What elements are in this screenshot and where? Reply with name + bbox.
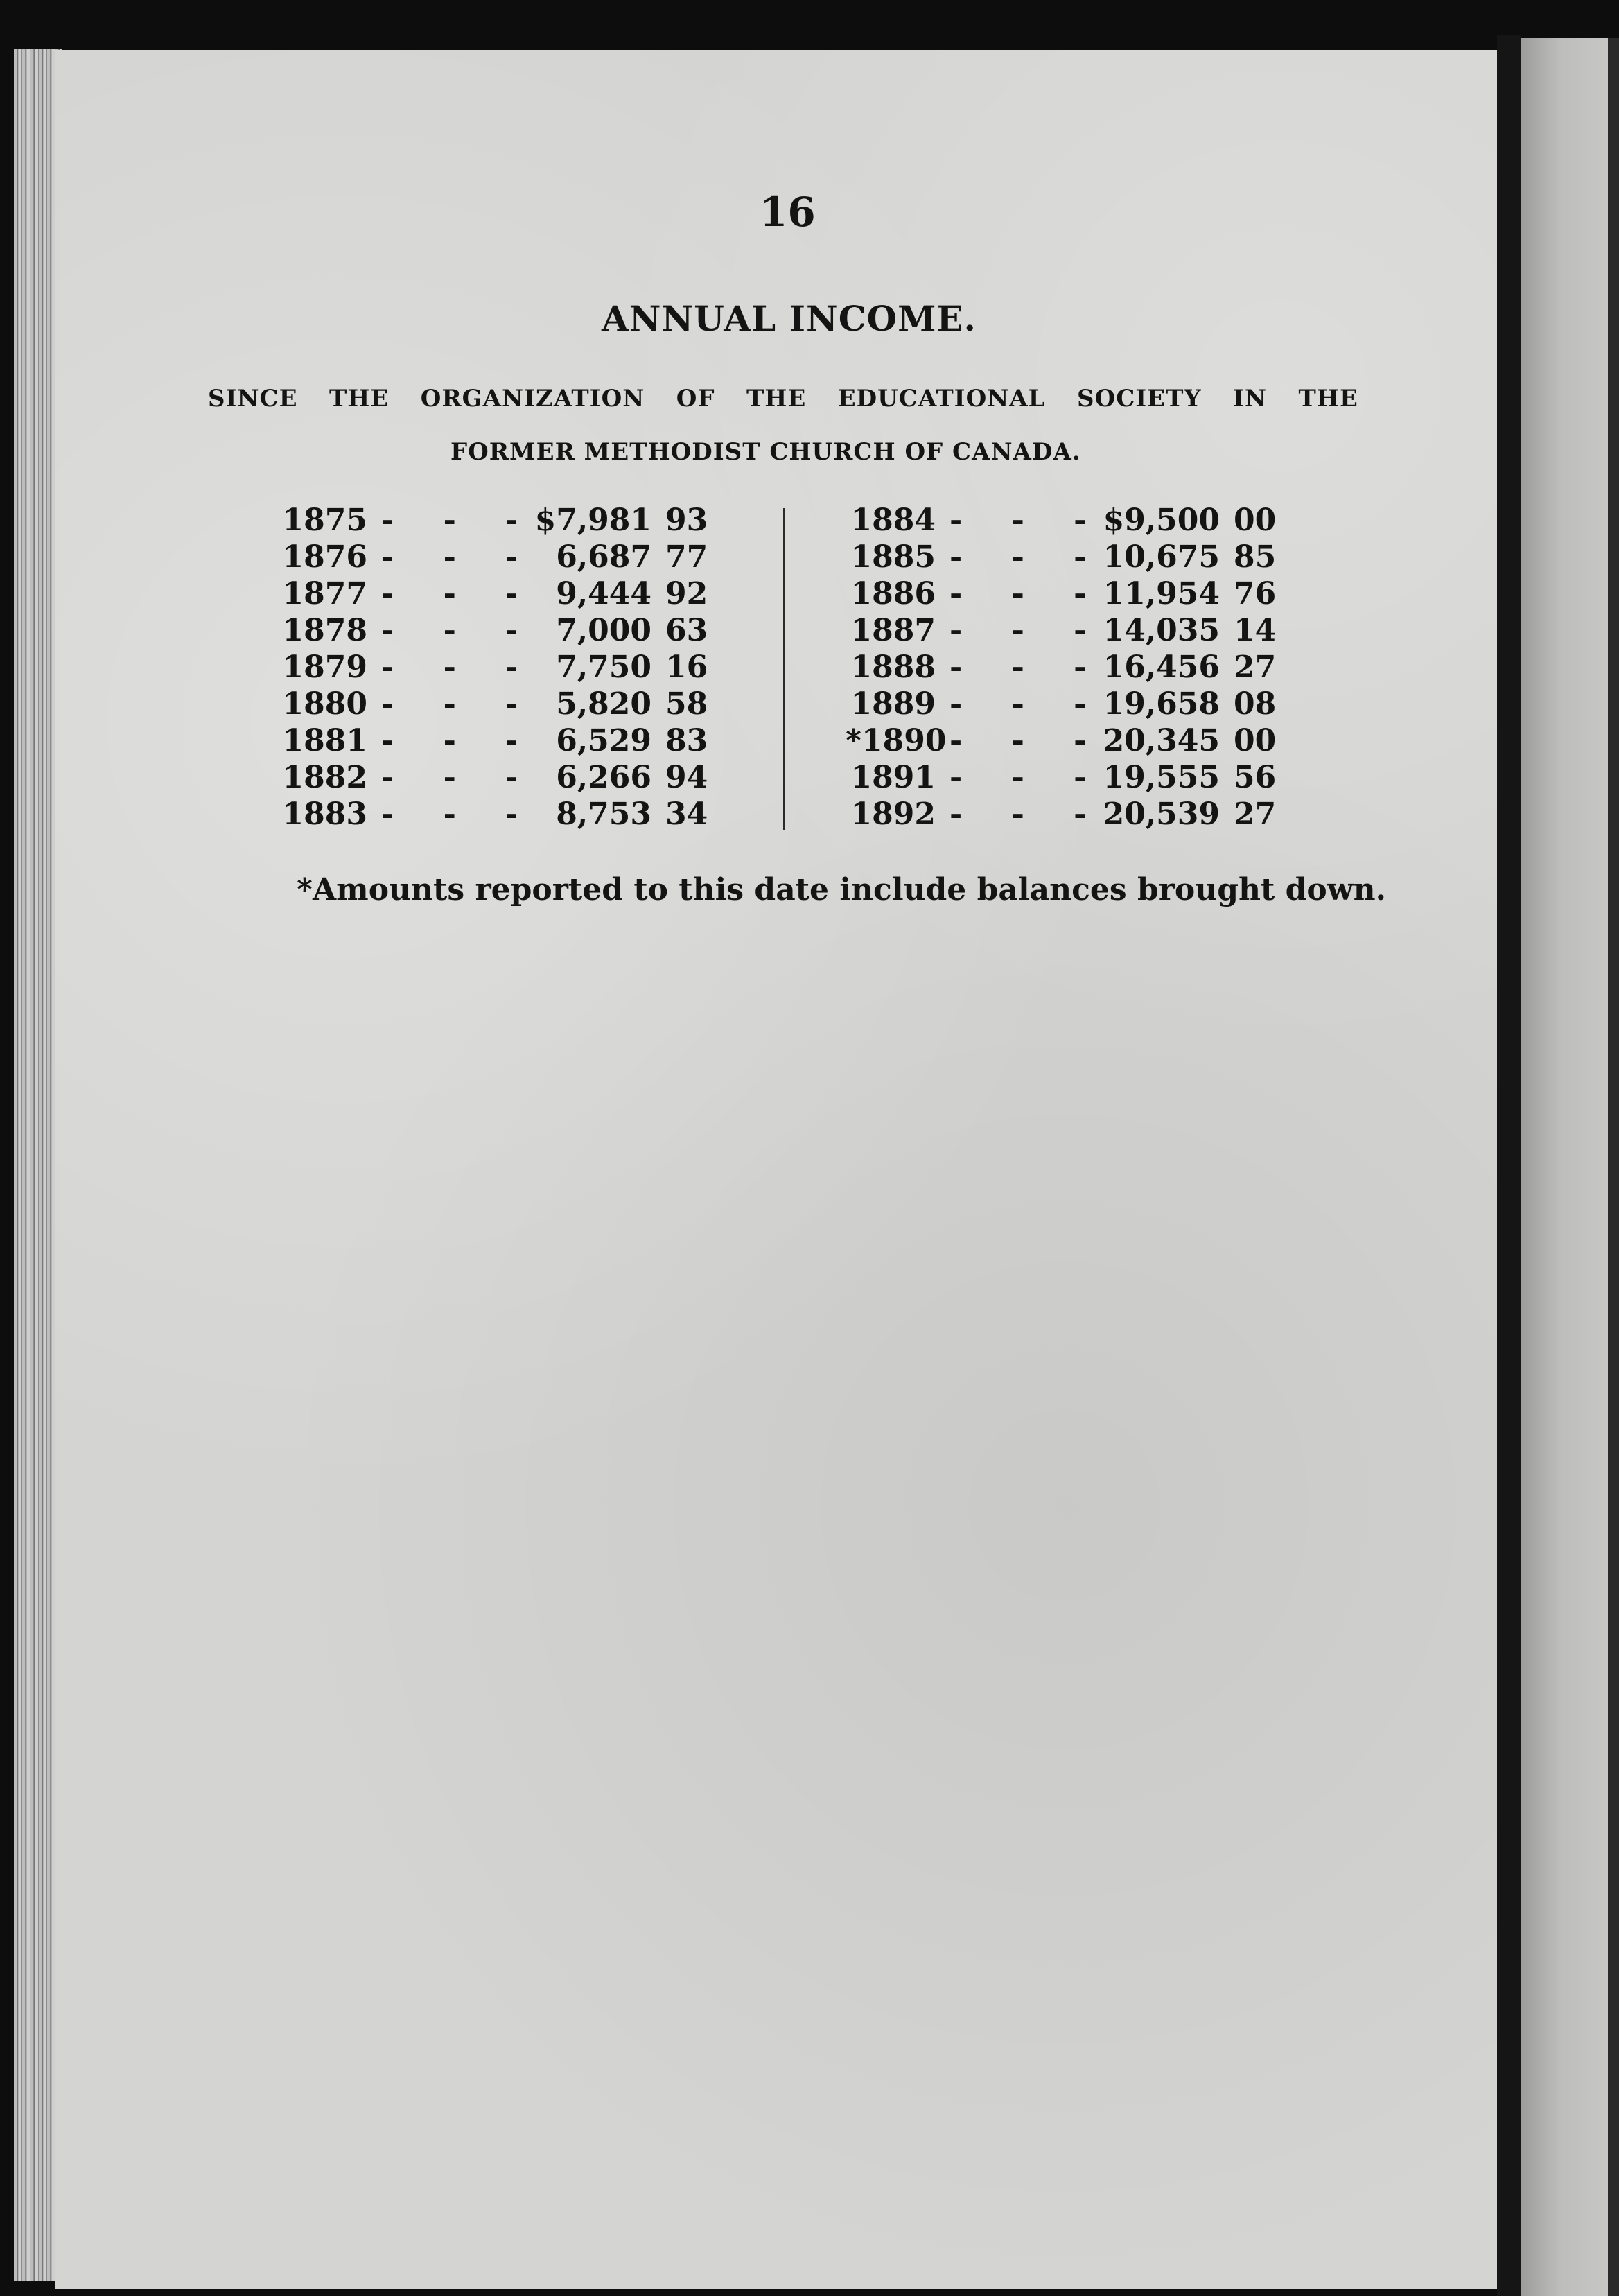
cents-cell: 27 [1234, 797, 1277, 832]
table-row [277, 613, 749, 650]
cents-cell: 34 [665, 797, 708, 832]
year-cell: 1880 [282, 686, 367, 722]
subtitle-word: SOCIETY [1077, 385, 1202, 412]
year-cell: 1892 [850, 797, 936, 832]
cents-cell: 27 [1234, 650, 1277, 685]
leader-dashes: - - - [381, 760, 538, 795]
subtitle-word: SINCE [208, 385, 298, 412]
table-row [277, 503, 749, 539]
year-cell: 1888 [850, 650, 936, 685]
subtitle-line-1 [208, 385, 1358, 412]
leader-dashes: - - - [949, 797, 1106, 832]
table-row [846, 576, 1317, 613]
cents-cell: 83 [665, 723, 708, 758]
table-row [846, 760, 1317, 797]
table-row [846, 503, 1317, 539]
facing-page-edge [1608, 38, 1619, 2296]
leader-dashes: - - - [381, 723, 538, 758]
subtitle-word: THE [329, 385, 390, 412]
year-cell: 1885 [850, 539, 936, 575]
table-row [846, 539, 1317, 576]
table-row [846, 723, 1317, 760]
table-row [846, 613, 1317, 650]
amount-cell: 6,266 [556, 760, 651, 795]
subtitle-word: ORGANIZATION [420, 385, 645, 412]
amount-cell: 6,687 [556, 539, 651, 575]
table-row [277, 686, 749, 723]
year-cell: 1875 [282, 503, 367, 538]
year-cell: 1878 [282, 613, 367, 648]
cents-cell: 63 [665, 613, 708, 648]
year-cell: 1882 [282, 760, 367, 795]
cents-cell: 77 [665, 539, 708, 575]
cents-cell: 85 [1234, 539, 1277, 575]
footnote: *Amounts reported to this date include balances brought down. [297, 872, 1386, 907]
leader-dashes: - - - [381, 539, 538, 575]
leader-dashes: - - - [949, 723, 1106, 758]
facing-page [1521, 38, 1619, 2296]
year-cell: 1883 [282, 797, 367, 832]
cents-cell: 00 [1234, 503, 1277, 538]
leader-dashes: - - - [949, 503, 1106, 538]
leader-dashes: - - - [949, 613, 1106, 648]
leader-dashes: - - - [381, 650, 538, 685]
amount-cell: 20,539 [1103, 797, 1220, 832]
amount-cell: 7,750 [556, 650, 651, 685]
income-column-right [846, 503, 1317, 833]
table-row [277, 650, 749, 686]
subtitle-word: IN [1233, 385, 1268, 412]
amount-cell: 8,753 [556, 797, 651, 832]
amount-cell: $7,981 [534, 503, 651, 538]
subtitle-word: THE [746, 385, 807, 412]
leader-dashes: - - - [381, 613, 538, 648]
cents-cell: 92 [665, 576, 708, 611]
amount-cell: 20,345 [1103, 723, 1220, 758]
leader-dashes: - - - [381, 576, 538, 611]
year-cell: 1881 [282, 723, 367, 758]
year-cell: 1891 [850, 760, 936, 795]
amount-cell: 19,658 [1103, 686, 1220, 722]
amount-cell: 14,035 [1103, 613, 1220, 648]
amount-cell: 7,000 [556, 613, 651, 648]
subtitle-word: THE [1298, 385, 1358, 412]
leader-dashes: - - - [949, 686, 1106, 722]
leader-dashes: - - - [381, 503, 538, 538]
cents-cell: 00 [1234, 723, 1277, 758]
table-row [846, 686, 1317, 723]
subtitle-word: OF [676, 385, 715, 412]
table-row [277, 723, 749, 760]
income-column-left [277, 503, 749, 833]
amount-cell: 6,529 [556, 723, 651, 758]
year-cell: 1889 [850, 686, 936, 722]
page-title: ANNUAL INCOME. [602, 298, 977, 339]
leader-dashes: - - - [949, 760, 1106, 795]
leader-dashes: - - - [949, 539, 1106, 575]
cents-cell: 14 [1234, 613, 1277, 648]
subtitle-line-2: FORMER METHODIST CHURCH OF CANADA. [450, 438, 1081, 466]
table-row [846, 797, 1317, 833]
table-row [277, 760, 749, 797]
leader-dashes: - - - [381, 686, 538, 722]
year-cell: 1876 [282, 539, 367, 575]
amount-cell: 11,954 [1103, 576, 1220, 611]
table-row [277, 576, 749, 613]
leader-dashes: - - - [381, 797, 538, 832]
table-row [277, 797, 749, 833]
year-cell: 1884 [850, 503, 936, 538]
year-cell: *1890 [846, 723, 947, 758]
year-cell: 1886 [850, 576, 936, 611]
table-row [846, 650, 1317, 686]
year-cell: 1879 [282, 650, 367, 685]
year-cell: 1877 [282, 576, 367, 611]
cents-cell: 94 [665, 760, 708, 795]
year-cell: 1887 [850, 613, 936, 648]
amount-cell: 5,820 [556, 686, 651, 722]
income-table [277, 503, 1303, 835]
leader-dashes: - - - [949, 650, 1106, 685]
cents-cell: 93 [665, 503, 708, 538]
cents-cell: 58 [665, 686, 708, 722]
amount-cell: 9,444 [556, 576, 651, 611]
amount-cell: 16,456 [1103, 650, 1220, 685]
cents-cell: 08 [1234, 686, 1277, 722]
cents-cell: 16 [665, 650, 708, 685]
page-number: 16 [760, 189, 816, 236]
table-row [277, 539, 749, 576]
leader-dashes: - - - [949, 576, 1106, 611]
cents-cell: 56 [1234, 760, 1277, 795]
subtitle-word: EDUCATIONAL [837, 385, 1046, 412]
amount-cell: 19,555 [1103, 760, 1220, 795]
column-divider [783, 508, 785, 830]
cents-cell: 76 [1234, 576, 1277, 611]
book-gutter [1497, 35, 1521, 2296]
amount-cell: 10,675 [1103, 539, 1220, 575]
amount-cell: $9,500 [1103, 503, 1220, 538]
